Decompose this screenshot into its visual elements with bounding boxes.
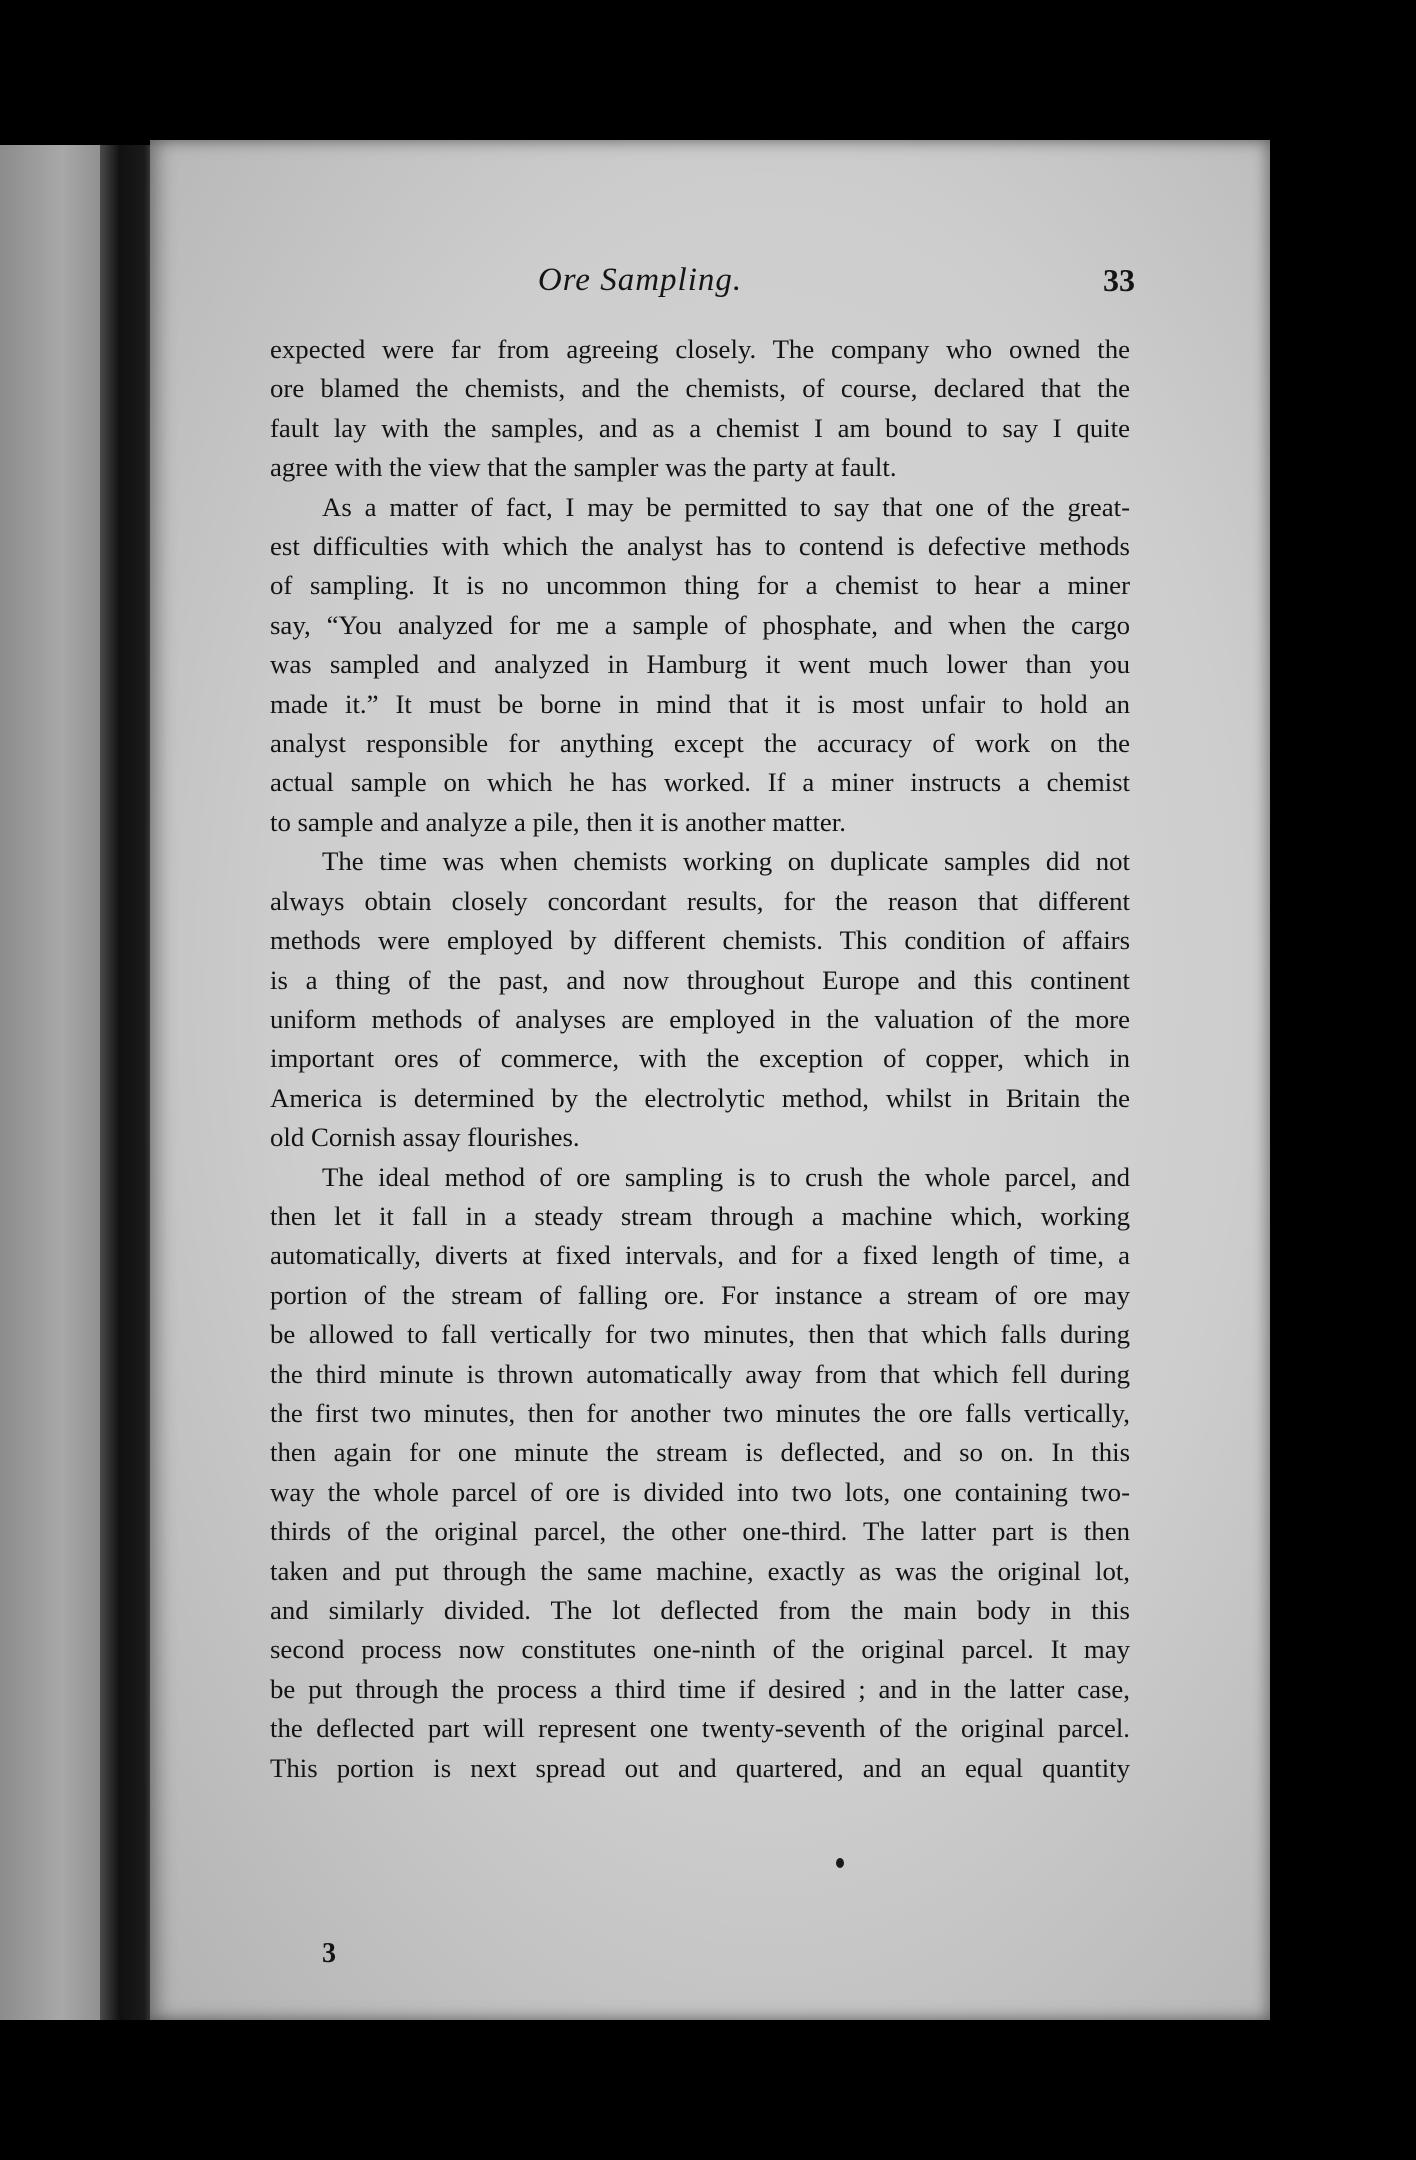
paragraph-2 bbox=[270, 488, 1130, 843]
text-line: then again for one minute the stream is deflected, and so on. In this bbox=[270, 1437, 1130, 1468]
text-line: be allowed to fall vertically for two minutes, then that which falls during bbox=[270, 1319, 1130, 1350]
text-line: then let it fall in a steady stream through a machine which, working bbox=[270, 1200, 1130, 1231]
text-line: second process now constitutes one-ninth of the original parcel. It may bbox=[270, 1634, 1130, 1665]
paragraph-1 bbox=[270, 330, 1130, 488]
text-line: is a thing of the past, and now throughout Europe and this continent bbox=[270, 964, 1130, 995]
text-line: uniform methods of analyses are employed in the valuation of the more bbox=[270, 1003, 1130, 1034]
text-line: taken and put through the same machine, exactly as was the original lot, bbox=[270, 1555, 1130, 1586]
paragraph-3 bbox=[270, 842, 1130, 1157]
text-line: the first two minutes, then for another two minutes the ore falls vertically, bbox=[270, 1397, 1130, 1428]
text-line: of sampling. It is no uncommon thing for a chemist to hear a miner bbox=[270, 570, 1130, 601]
text-line: to sample and analyze a pile, then it is another matter. bbox=[270, 806, 846, 837]
text-line: The ideal method of ore sampling is to crush the whole parcel, and bbox=[322, 1161, 1130, 1192]
text-line: methods were employed by different chemists. This condition of affairs bbox=[270, 925, 1130, 956]
text-line: say, “You analyzed for me a sample of phosphate, and when the cargo bbox=[270, 609, 1130, 640]
text-line: est difficulties with which the analyst has to contend is defective methods bbox=[270, 531, 1130, 562]
text-line: This portion is next spread out and quartered, and an equal quantity bbox=[270, 1752, 1130, 1783]
text-line: thirds of the original parcel, the other one-third. The latter part is then bbox=[270, 1516, 1130, 1547]
text-line: expected were far from agreeing closely. The company who owned the bbox=[270, 334, 1130, 364]
text-line: and similarly divided. The lot deflected from the main body in this bbox=[270, 1595, 1130, 1625]
text-line: made it.” It must be borne in mind that it is most unfair to hold an bbox=[270, 688, 1130, 719]
body-text bbox=[270, 330, 1130, 1788]
signature-mark: 3 bbox=[322, 1938, 336, 1969]
text-line: the deflected part will represent one twenty-seventh of the original parcel. bbox=[270, 1713, 1130, 1744]
text-line: America is determined by the electrolytic method, whilst in Britain the bbox=[270, 1082, 1130, 1113]
page-number: 33 bbox=[1103, 262, 1135, 298]
text-line: agree with the view that the sampler was the party at fault. bbox=[270, 452, 897, 483]
text-line: actual sample on which he has worked. If a miner instructs a chemist bbox=[270, 767, 1130, 798]
text-line: old Cornish assay flourishes. bbox=[270, 1122, 580, 1153]
book-page bbox=[150, 140, 1270, 2020]
text-line: analyst responsible for anything except the accuracy of work on the bbox=[270, 728, 1130, 759]
text-line: the third minute is thrown automatically away from that which fell during bbox=[270, 1358, 1130, 1389]
text-line: always obtain closely concordant results, for the reason that different bbox=[270, 885, 1130, 916]
ink-speck bbox=[836, 1858, 844, 1868]
text-line: important ores of commerce, with the exception of copper, which in bbox=[270, 1043, 1130, 1074]
paragraph-4 bbox=[270, 1158, 1130, 1789]
text-line: fault lay with the samples, and as a chemist I am bound to say I quite bbox=[270, 412, 1130, 443]
text-line: was sampled and analyzed in Hamburg it went much lower than you bbox=[270, 649, 1130, 680]
text-line: automatically, diverts at fixed intervals, and for a fixed length of time, a bbox=[270, 1240, 1130, 1271]
text-line: portion of the stream of falling ore. For instance a stream of ore may bbox=[270, 1279, 1130, 1310]
text-line: The time was when chemists working on duplicate samples did not bbox=[322, 846, 1130, 877]
text-line: be put through the process a third time if desired ; and in the latter case, bbox=[270, 1673, 1130, 1704]
text-line: As a matter of fact, I may be permitted to say that one of the great- bbox=[322, 491, 1130, 522]
facing-page-edge bbox=[0, 145, 112, 2020]
running-head: Ore Sampling. bbox=[537, 262, 743, 298]
text-line: ore blamed the chemists, and the chemists, of course, declared that the bbox=[270, 373, 1130, 404]
text-line: way the whole parcel of ore is divided into two lots, one containing two- bbox=[270, 1476, 1130, 1507]
